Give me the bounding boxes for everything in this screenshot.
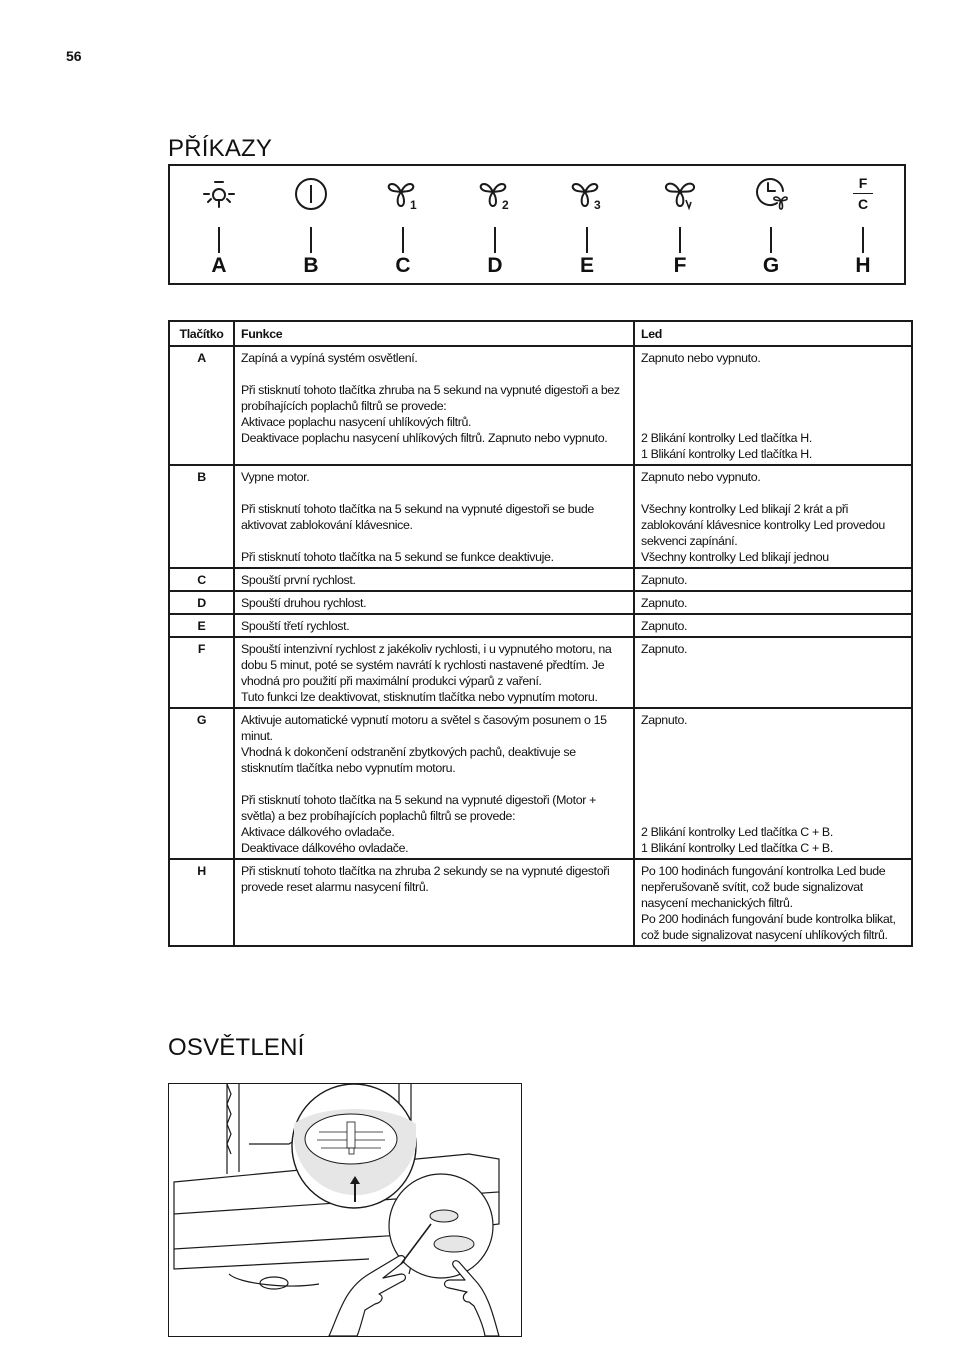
button-d bbox=[465, 166, 525, 285]
table-row bbox=[169, 568, 912, 591]
button-f bbox=[650, 166, 710, 285]
button-e bbox=[557, 166, 617, 285]
table-row bbox=[169, 591, 912, 614]
row-function bbox=[234, 637, 634, 708]
light-bulb-icon bbox=[201, 176, 237, 212]
button-letter: A bbox=[211, 254, 227, 277]
row-key: F bbox=[169, 637, 234, 708]
svg-text:3: 3 bbox=[594, 198, 601, 212]
function-text: Zapíná a vypíná systém osvětlení. bbox=[241, 351, 418, 365]
led-text: Zapnuto. bbox=[641, 573, 688, 587]
button-letter: H bbox=[855, 254, 871, 277]
led-text: 2 Blikání kontrolky Led tlačítka H. bbox=[641, 431, 812, 445]
button-letter: G bbox=[762, 254, 780, 277]
led-text: Po 100 hodinách fungování kontrolka Led bude nepřerušovaně svítit, což bude signalizovat nasycení mechanických filtrů. bbox=[641, 864, 886, 910]
page-number: 56 bbox=[66, 48, 82, 64]
header-function: Funkce bbox=[234, 321, 634, 346]
led-text: 1 Blikání kontrolky Led tlačítka C + B. bbox=[641, 841, 833, 855]
led-text: Po 200 hodinách fungování bude kontrolka blikat, což bude signalizovat nasycení uhlíkových filtrů. bbox=[641, 912, 896, 942]
fan-speed-3-icon bbox=[569, 176, 605, 212]
button-c bbox=[373, 166, 433, 285]
header-led: Led bbox=[634, 321, 912, 346]
button-letter: D bbox=[487, 254, 503, 277]
table-row bbox=[169, 346, 912, 465]
led-text: 2 Blikání kontrolky Led tlačítka C + B. bbox=[641, 825, 833, 839]
row-function bbox=[234, 465, 634, 568]
function-text: Spouští druhou rychlost. bbox=[241, 596, 367, 610]
function-text: Deaktivace dálkového ovladače. bbox=[241, 841, 409, 855]
row-key: B bbox=[169, 465, 234, 568]
power-icon bbox=[293, 176, 329, 212]
function-text: Při stisknutí tohoto tlačítka na zhruba 2 sekundy se na vypnuté digestoři provede reset alarmu nasycení filtrů. bbox=[241, 864, 610, 894]
function-text: Při stisknutí tohoto tlačítka zhruba na 5 sekund na vypnuté digestoři a bez probíhajících poplachů filtrů se provede: bbox=[241, 383, 620, 413]
button-g bbox=[741, 166, 801, 285]
row-function bbox=[234, 859, 634, 946]
button-letter: F bbox=[673, 254, 687, 277]
function-text: Vypne motor. bbox=[241, 470, 310, 484]
row-led bbox=[634, 614, 912, 637]
function-text: Aktivace dálkového ovladače. bbox=[241, 825, 395, 839]
header-key: Tlačítko bbox=[169, 321, 234, 346]
button-h bbox=[833, 166, 893, 285]
row-function bbox=[234, 708, 634, 859]
timer-fan-icon bbox=[753, 176, 789, 212]
table-row bbox=[169, 708, 912, 859]
control-panel-diagram bbox=[168, 164, 906, 285]
svg-text:1: 1 bbox=[410, 198, 417, 212]
fan-speed-1-icon bbox=[385, 176, 421, 212]
function-text: Vhodná k dokončení odstranění zbytkových pachů, deaktivuje se stisknutím tlačítka nebo vypnutím motoru. bbox=[241, 745, 576, 775]
row-key: H bbox=[169, 859, 234, 946]
led-text: Zapnuto. bbox=[641, 619, 688, 633]
svg-text:2: 2 bbox=[502, 198, 509, 212]
led-text: Zapnuto nebo vypnuto. bbox=[641, 470, 761, 484]
led-text: Zapnuto. bbox=[641, 642, 688, 656]
function-text: Při stisknutí tohoto tlačítka na 5 sekund se funkce deaktivuje. bbox=[241, 550, 554, 564]
led-text: Všechny kontrolky Led blikají jednou bbox=[641, 550, 829, 564]
button-letter: E bbox=[579, 254, 594, 277]
function-text: Aktivuje automatické vypnutí motoru a světel s časovým posunem o 15 minut. bbox=[241, 713, 607, 743]
function-text: Aktivace poplachu nasycení uhlíkových filtrů. bbox=[241, 415, 472, 429]
button-letter: B bbox=[303, 254, 319, 277]
row-key: D bbox=[169, 591, 234, 614]
lighting-illustration bbox=[168, 1083, 522, 1337]
lighting-section-title: OSVĚTLENÍ bbox=[168, 1034, 305, 1061]
fan-speed-2-icon bbox=[477, 176, 513, 212]
row-led bbox=[634, 859, 912, 946]
row-led bbox=[634, 591, 912, 614]
table-header-row bbox=[169, 321, 912, 346]
function-text: Spouští třetí rychlost. bbox=[241, 619, 350, 633]
function-text: Spouští intenzivní rychlost z jakékoliv rychlosti, i u vypnutého motoru, na dobu 5 minut, poté se systém navrátí k rychlosti nastavené předtím. Je vhodná pro použití při maximální produkci výparů z vaření. bbox=[241, 642, 612, 688]
row-key: G bbox=[169, 708, 234, 859]
row-led bbox=[634, 465, 912, 568]
function-text: Při stisknutí tohoto tlačítka na 5 sekund na vypnuté digestoři se bude aktivovat zablokování klávesnice. bbox=[241, 502, 594, 532]
table-row bbox=[169, 465, 912, 568]
table-row bbox=[169, 859, 912, 946]
row-function bbox=[234, 591, 634, 614]
filter-reset-icon: F C bbox=[849, 174, 877, 213]
table-row bbox=[169, 637, 912, 708]
function-text: Spouští první rychlost. bbox=[241, 573, 356, 587]
led-text: Zapnuto. bbox=[641, 713, 688, 727]
fan-intensive-icon bbox=[662, 176, 698, 212]
row-key: E bbox=[169, 614, 234, 637]
button-letter: C bbox=[395, 254, 411, 277]
led-text: Zapnuto nebo vypnuto. bbox=[641, 351, 761, 365]
row-function bbox=[234, 346, 634, 465]
commands-section-title: PŘÍKAZY bbox=[168, 135, 273, 162]
led-text: Všechny kontrolky Led blikají 2 krát a při zablokování klávesnice kontrolky Led provedou sekvenci zapínání. bbox=[641, 502, 885, 548]
row-key: A bbox=[169, 346, 234, 465]
row-led bbox=[634, 568, 912, 591]
button-a bbox=[189, 166, 249, 285]
row-function bbox=[234, 568, 634, 591]
led-text: 1 Blikání kontrolky Led tlačítka H. bbox=[641, 447, 812, 461]
row-led bbox=[634, 346, 912, 465]
function-text: Deaktivace poplachu nasycení uhlíkových filtrů. Zapnuto nebo vypnuto. bbox=[241, 431, 608, 445]
hood-lamp-replacement-drawing bbox=[169, 1084, 521, 1336]
row-led bbox=[634, 637, 912, 708]
function-text: Tuto funkci lze deaktivovat, stisknutím tlačítka nebo vypnutím motoru. bbox=[241, 690, 598, 704]
table-row bbox=[169, 614, 912, 637]
function-text: Při stisknutí tohoto tlačítka na 5 sekund na vypnuté digestoři (Motor + světla) a bez probíhajících poplachů filtrů se provede: bbox=[241, 793, 596, 823]
button-b bbox=[281, 166, 341, 285]
led-text: Zapnuto. bbox=[641, 596, 688, 610]
row-key: C bbox=[169, 568, 234, 591]
row-led bbox=[634, 708, 912, 859]
row-function bbox=[234, 614, 634, 637]
commands-table bbox=[168, 320, 913, 947]
